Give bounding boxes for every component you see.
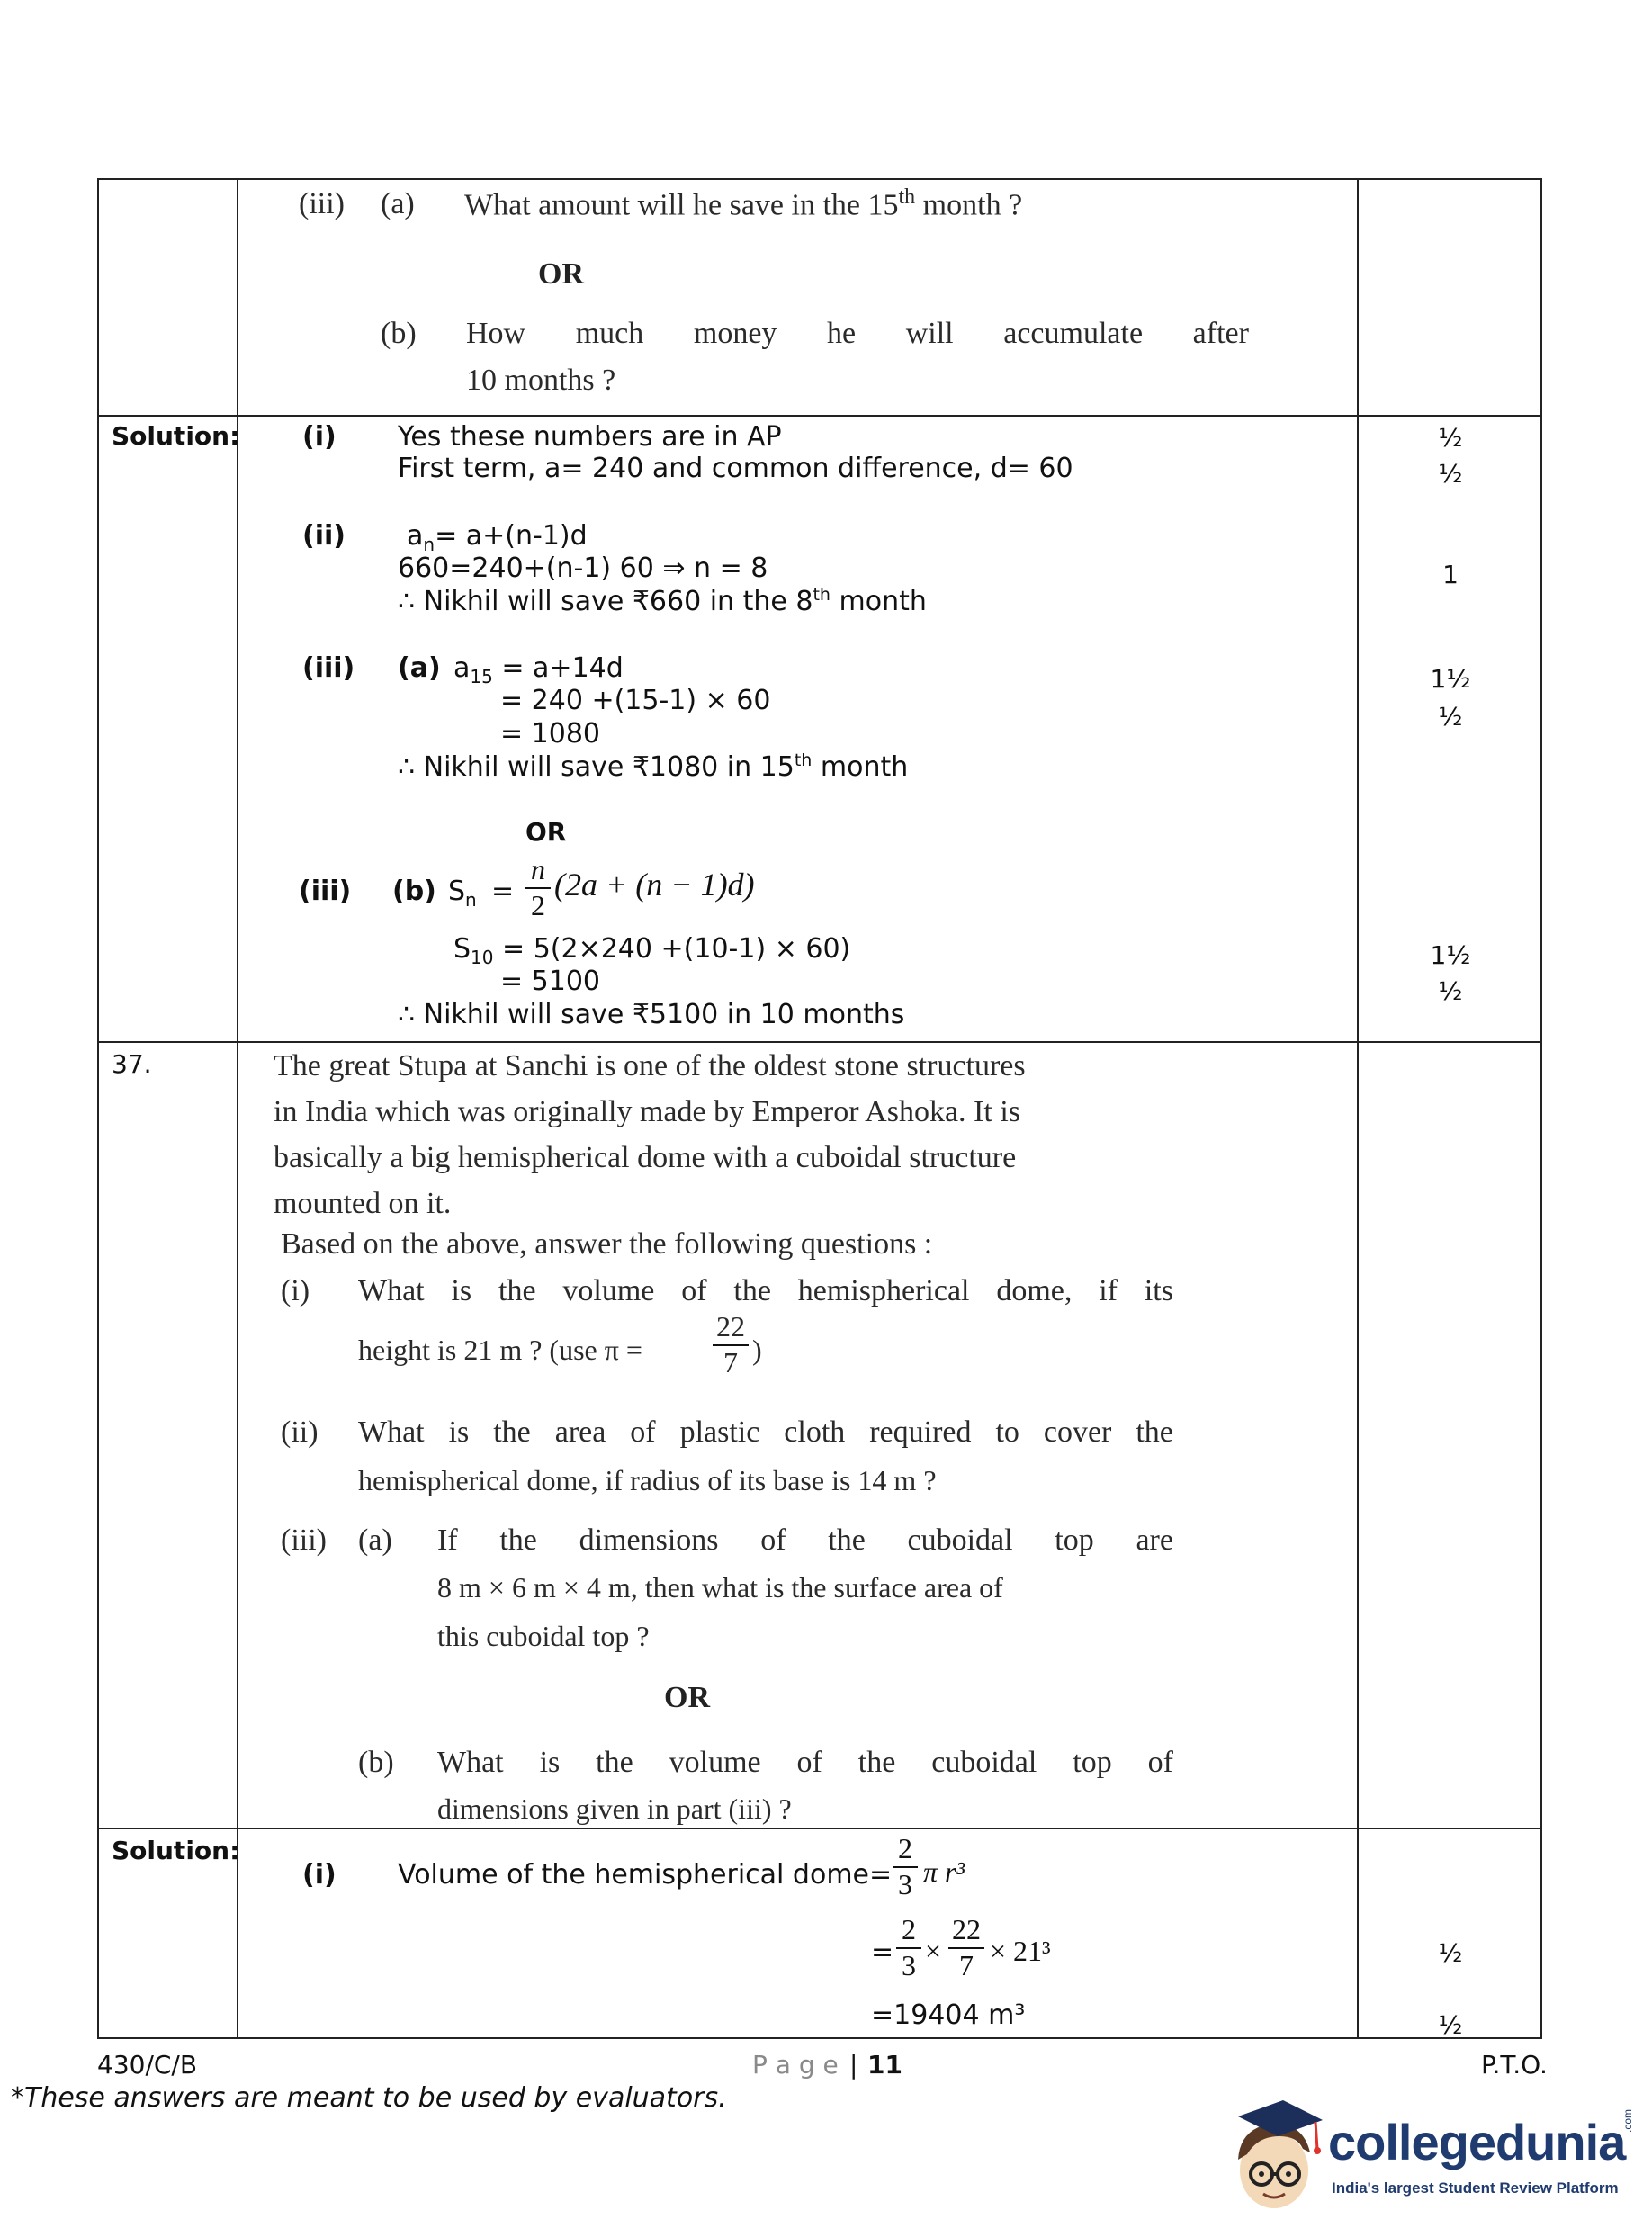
paper-code: 430/C/B — [97, 2050, 198, 2080]
mark: ½ — [1438, 1938, 1463, 1968]
question-text: dimensions given in part (iii) ? — [437, 1792, 792, 1825]
or-label: OR — [664, 1681, 710, 1714]
sum-formula: (2a + (n − 1)d) — [554, 867, 755, 903]
mark: ½ — [1438, 459, 1463, 489]
pi-r-cubed: π r³ — [923, 1855, 965, 1888]
passage-line: The great Stupa at Sanchi is one of the oldest stone structures — [274, 1049, 1026, 1083]
text-part: = a+(n-1)d — [435, 520, 588, 552]
word: What — [437, 1746, 504, 1779]
fraction-22-over-7 — [713, 1312, 749, 1378]
word: If — [437, 1523, 458, 1557]
word: the — [857, 1746, 896, 1779]
question-text-justified — [466, 317, 1249, 351]
word: of — [1147, 1746, 1173, 1779]
superscript: th — [813, 585, 830, 605]
times-sign: × — [925, 1935, 942, 1967]
word: dome, — [996, 1274, 1073, 1307]
word: cloth — [784, 1415, 846, 1449]
instruction-text: Based on the above, answer the following questions : — [281, 1227, 933, 1261]
sn-symbol — [448, 876, 477, 911]
part-label: (iii) — [299, 876, 352, 907]
word: cover — [1043, 1415, 1112, 1449]
text-part: What amount will he save in the 15 — [464, 188, 899, 222]
word: are — [1136, 1523, 1173, 1557]
passage-line: basically a big hemispherical dome with a cuboidal structure — [274, 1141, 1017, 1174]
word: volume — [562, 1274, 655, 1307]
text-part: = 5(2×240 +(10-1) × 60) — [493, 933, 851, 965]
mark: 1 — [1442, 560, 1459, 589]
or-label: OR — [525, 817, 567, 847]
mark: ½ — [1438, 702, 1463, 732]
solution-text — [398, 585, 927, 617]
mark: ½ — [1438, 2010, 1463, 2040]
solution-text: = 240 +(15-1) × 60 — [500, 685, 771, 716]
denominator: 3 — [902, 1948, 916, 1981]
denominator: 3 — [898, 1867, 912, 1900]
or-label: OR — [538, 257, 584, 291]
word: top — [1073, 1746, 1112, 1779]
solution-text — [453, 933, 850, 968]
times-21-cubed: × 21³ — [990, 1935, 1051, 1967]
fraction-2-over-3 — [896, 1915, 921, 1981]
table-row-border — [97, 1041, 1542, 1043]
word: What — [358, 1274, 425, 1307]
word: to — [995, 1415, 1019, 1449]
denominator: 7 — [959, 1948, 974, 1981]
table-col-border — [237, 178, 238, 2039]
word: the — [828, 1523, 866, 1557]
word: the — [498, 1274, 536, 1307]
solution-text: ∴ Nikhil will save ₹5100 in 10 months — [398, 999, 905, 1030]
word: of — [681, 1274, 707, 1307]
question-text — [464, 185, 1022, 222]
numerator: 22 — [716, 1310, 745, 1343]
part-label: (iii) — [281, 1523, 327, 1557]
word: is — [451, 1274, 472, 1307]
part-label: (ii) — [281, 1415, 319, 1449]
part-label: (a) — [381, 187, 415, 220]
mark: ½ — [1438, 423, 1463, 453]
numerator: n — [531, 853, 545, 885]
part-label: (b) — [392, 876, 436, 907]
fraction-n-over-2 — [525, 855, 551, 921]
text-part: month — [830, 586, 927, 617]
part-label: (iii) — [299, 187, 345, 220]
word: top — [1055, 1523, 1094, 1557]
logo-tagline: India's largest Student Review Platform — [1332, 2179, 1619, 2197]
text-part: S — [448, 876, 466, 907]
word: is — [539, 1746, 561, 1779]
solution-text — [453, 652, 624, 687]
word: of — [630, 1415, 656, 1449]
question-number: 37. — [112, 1049, 152, 1079]
equals-sign: = — [871, 1936, 894, 1968]
word: after — [1192, 317, 1249, 350]
subscript: 15 — [470, 666, 493, 687]
word: money — [693, 317, 777, 350]
solution-text: = 1080 — [500, 718, 601, 750]
text-part: ∴ Nikhil will save ₹660 in the 8 — [398, 586, 813, 617]
subscript: n — [423, 534, 435, 555]
word: What — [358, 1415, 425, 1449]
equals-sign: = — [491, 876, 515, 907]
please-turn-over: P.T.O. — [1481, 2050, 1548, 2080]
superscript: th — [898, 185, 916, 209]
question-text: 8 m × 6 m × 4 m, then what is the surface area of — [437, 1571, 1003, 1604]
solution-text — [407, 520, 588, 555]
page-word: P a g e — [752, 2050, 839, 2080]
subscript: n — [465, 889, 477, 911]
part-label: (a) — [358, 1523, 392, 1557]
word: the — [733, 1274, 771, 1307]
text-part: = a+14d — [492, 652, 624, 684]
text-part: S — [453, 933, 471, 965]
question-text: 10 months ? — [466, 364, 616, 397]
question-text: hemispherical dome, if radius of its base is 14 m ? — [358, 1464, 937, 1496]
word: its — [1144, 1274, 1173, 1307]
table-bottom-border — [97, 2037, 1542, 2039]
word: will — [905, 317, 954, 350]
word: hemispherical — [797, 1274, 970, 1307]
numerator: 2 — [902, 1913, 916, 1945]
word: the — [1136, 1415, 1173, 1449]
question-text-justified — [437, 1523, 1173, 1558]
mark: 1½ — [1430, 940, 1471, 970]
logo-wordmark: collegedunia — [1328, 2114, 1626, 2170]
numerator: 22 — [952, 1913, 981, 1945]
word: How — [466, 317, 526, 350]
text-part: a — [453, 652, 471, 684]
text-part: month ? — [915, 188, 1023, 222]
word: cuboidal — [931, 1746, 1037, 1779]
solution-label: Solution: — [112, 1836, 240, 1865]
solution-text: Yes these numbers are in AP — [398, 421, 782, 453]
logo-com: .com — [1621, 2108, 1634, 2133]
solution-text: =19404 m³ — [871, 1999, 1026, 2031]
evaluator-note: *These answers are meant to be used by evaluators. — [11, 2082, 727, 2114]
question-text: this cuboidal top ? — [437, 1620, 650, 1652]
solution-text: 660=240+(n-1) 60 ⇒ n = 8 — [398, 553, 768, 584]
fraction-2-over-3 — [893, 1834, 918, 1900]
page-number: 11 — [867, 2050, 902, 2080]
word: of — [796, 1746, 822, 1779]
table-row-border — [97, 415, 1542, 417]
superscript: th — [794, 750, 813, 770]
mark: 1½ — [1430, 664, 1471, 694]
table-col-border — [1540, 178, 1542, 2039]
question-text: height is 21 m ? (use π = — [358, 1334, 642, 1366]
part-label: (iii) — [302, 652, 355, 684]
word: much — [575, 317, 644, 350]
question-text-justified — [358, 1415, 1173, 1450]
denominator: 2 — [531, 888, 545, 921]
subscript: 10 — [471, 947, 494, 968]
mark: ½ — [1438, 976, 1463, 1006]
question-text-justified — [358, 1274, 1173, 1308]
word: plastic — [679, 1415, 760, 1449]
word: is — [448, 1415, 470, 1449]
word: dimensions — [579, 1523, 719, 1557]
question-text: ) — [752, 1334, 762, 1366]
table-col-border — [1357, 178, 1359, 2039]
word: cuboidal — [907, 1523, 1013, 1557]
part-label: (b) — [358, 1746, 394, 1779]
part-label: (ii) — [302, 520, 346, 552]
part-label: (b) — [381, 317, 417, 350]
table-col-border — [97, 178, 99, 2039]
word: of — [760, 1523, 786, 1557]
text-part: month — [812, 751, 909, 783]
word: the — [493, 1415, 531, 1449]
solution-text: = 5100 — [500, 966, 601, 997]
fraction-22-over-7 — [948, 1915, 984, 1981]
word: if — [1099, 1274, 1118, 1307]
passage-line: mounted on it. — [274, 1187, 452, 1220]
solution-text — [398, 750, 908, 783]
part-label: (a) — [398, 652, 441, 684]
mascot-icon — [1222, 2097, 1330, 2223]
part-label: (i) — [281, 1274, 310, 1307]
word: required — [869, 1415, 972, 1449]
solution-text: First term, a= 240 and common difference, d= 60 — [398, 453, 1073, 484]
word: he — [827, 317, 857, 350]
passage-line: in India which was originally made by Emperor Ashoka. It is — [274, 1095, 1020, 1128]
solution-text: Volume of the hemispherical dome= — [398, 1859, 893, 1891]
denominator: 7 — [723, 1345, 738, 1379]
table-top-border — [97, 178, 1542, 180]
text-part: a — [407, 520, 424, 552]
word: area — [554, 1415, 606, 1449]
part-label: (i) — [302, 1859, 337, 1891]
collegedunia-logo — [1222, 2097, 1645, 2223]
word: the — [499, 1523, 537, 1557]
numerator: 2 — [898, 1832, 912, 1864]
question-text-justified — [437, 1746, 1173, 1780]
part-label: (i) — [302, 421, 337, 453]
word: accumulate — [1003, 317, 1144, 350]
text-part: ∴ Nikhil will save ₹1080 in 15 — [398, 751, 795, 783]
table-row-border — [97, 1828, 1542, 1829]
word: volume — [669, 1746, 761, 1779]
solution-label: Solution: — [112, 421, 240, 451]
word: the — [596, 1746, 633, 1779]
page-separator: | — [849, 2050, 858, 2080]
